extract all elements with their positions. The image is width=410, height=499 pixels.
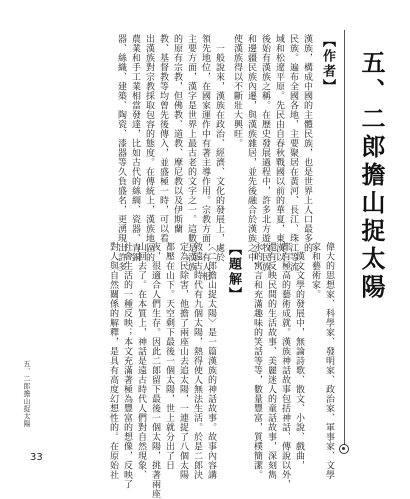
running-header: 五、二郎擔山捉太陽 [23,360,31,428]
continuation-line: 都有極高的藝術成就。漢族神話故事包括神話、傳說以外， [280,242,290,489]
author-line: 和邊疆民族內遷，與漢族雜居，並先後融合於漢族之中， [246,34,256,272]
continuation-line: 還有反映民間的生活故事、美麗迷人的童話故事，深刻雋 [266,242,276,480]
summary-section-heading: 【題解】 [226,242,241,302]
author-line: 民族。遍布全國各地，主要聚居在黃河、長江、珠江等流 [288,34,298,272]
chapter-ornament-icon [339,444,349,454]
author-line: 農業和手工業相當發達，比如古代的絲綢、瓷器、青銅 [130,34,140,262]
author-line: 使漢族得以不斷壯大興旺。 [232,34,242,148]
author-line: 教、基督教等均曾先後傳入，並盛極一時，可以看 [158,34,168,243]
summary-line: 夜，很適合人們生存。因此二郎留下最後一個太陽，挑著兩座 [150,242,160,499]
continuation-line: 家和藝術家。 [310,242,320,299]
author-line: 器、絲織、建築、陶瓷、漆器等久負盛名，更湧現出許多 [116,34,126,272]
author-line: 的原有宗教，但佛教、道教、摩尼教以及伊斯蘭 [172,34,182,234]
author-line: 漢族，構成中國的主體民族，也是世界上人口最多的 [302,34,312,253]
author-section-heading: 【作者】 [320,34,335,94]
summary-line: 定為民除害，他擔了兩座山去追太陽，一連捉了八個太陽 [178,242,188,480]
continuation-line: 偉大的思想家、科學家、發明家、政治家、軍事家、文學 [324,242,334,480]
chapter-title: 五、二郎擔山捉太陽 [357,50,386,302]
summary-line: 社會生活的一種反映；本文充滿著極為豐富的想像，反映了 [122,242,132,489]
page-number: 33 [30,452,43,463]
summary-line: 對人與自然關係的解釋，是具有高度幻想性的。在原始社 [108,242,118,480]
author-line: 一般說來，漢族在政治、經濟、文化的發展上，處於 [214,34,224,262]
author-line: 主要方面，漢字是世界上最古老的文字之一。這數是漢族 [186,34,196,272]
summary-line: 都壓在山下。天空剩下最後一個太陽，世上就分出了日 [164,242,174,470]
summary-line: 〈二郎擔山捉太陽〉是一篇漢族的神話故事。故事內容講 [206,242,216,480]
author-line: 領先地位，在國家運作中有著主導作用。宗教方面，有人相 [200,34,210,281]
author-line: 域和松遼平原。先民由自春秋戰國以前的華夏，東漢以 [274,34,284,262]
author-line: 出漢族對宗教採取包容的態度。在傳統上，漢族地區的 [144,34,154,262]
summary-line: 山回去了。在本質上，神話是遠古時代人們對自然現象、 [136,242,146,480]
summary-line: 敘遠古時代有九個太陽，熱得使人無法生活。於是二郎決 [192,242,202,480]
continuation-line: 永的寓言和充滿趣味的笑話等等，數量豐富，質樸簡潔。 [252,242,262,480]
chapter-divider [344,30,345,450]
continuation-line: 漢文文學的發展中，無論詩歌、散文、小說、戲曲， [294,242,304,470]
author-line: 後始有漢族之稱。在歷史發展過程中，許多北方遊牧民族 [260,34,270,272]
